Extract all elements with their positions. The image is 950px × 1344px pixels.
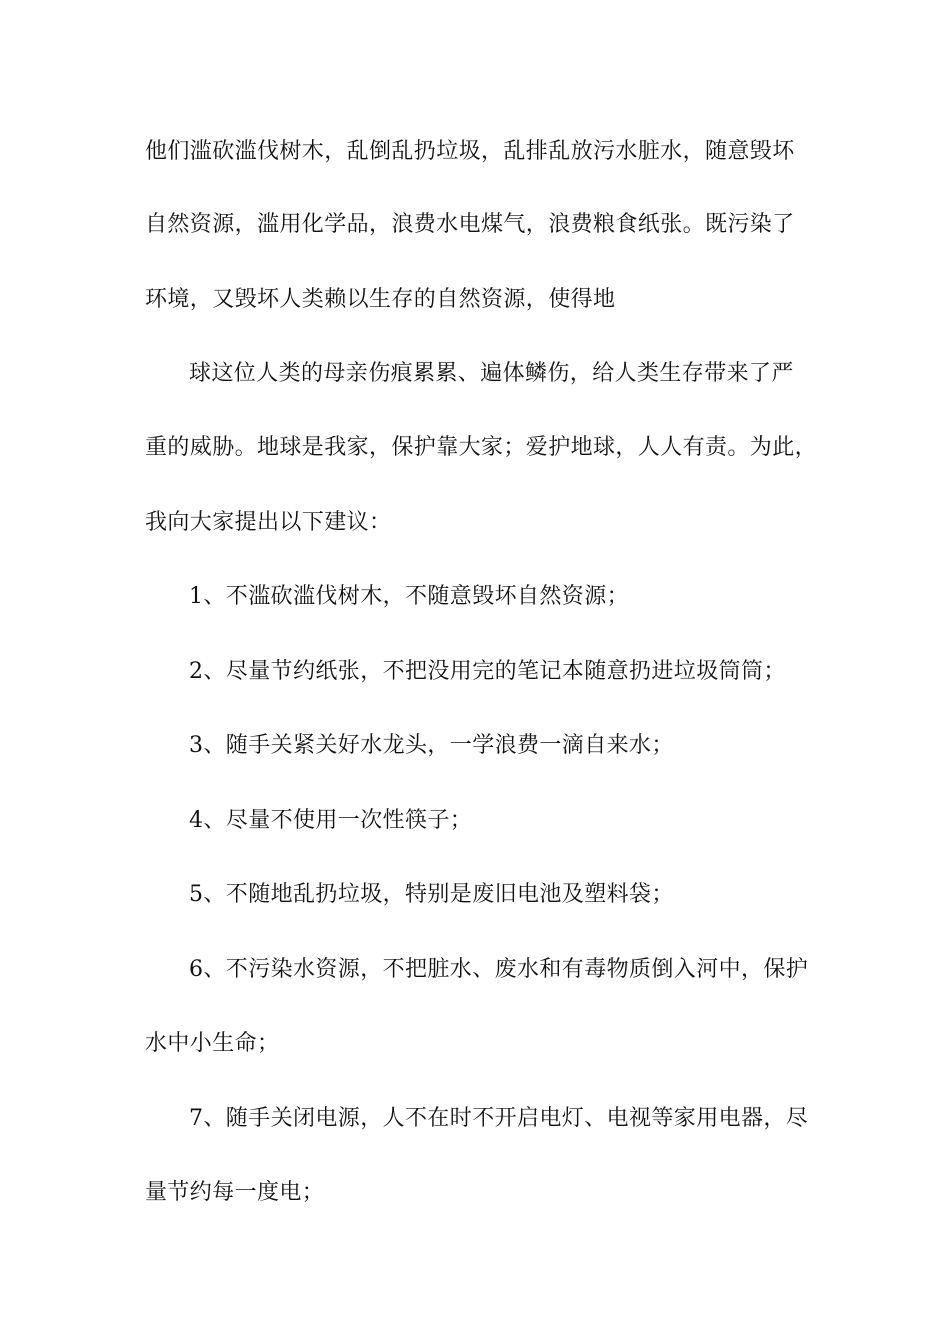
paragraph-line-3: 环境，又毁坏人类赖以生存的自然资源，使得地	[145, 287, 616, 312]
paragraph-line-2: 自然资源，滥用化学品，浪费水电煤气，浪费粮食纸张。既污染了	[145, 212, 795, 237]
list-item-4: 4、尽量不使用一次性筷子；	[189, 808, 473, 833]
list-item-2: 2、尽量节约纸张，不把没用完的笔记本随意扔进垃圾筒筒；	[189, 659, 786, 684]
paragraph-line-6: 我向大家提出以下建议：	[145, 510, 392, 535]
paragraph-line-5: 重的威胁。地球是我家，保护靠大家；爱护地球，人人有责。为此，	[145, 435, 818, 460]
list-item-6: 6、不污染水资源，不把脏水、废水和有毒物质倒入河中，保护	[189, 957, 809, 982]
list-item-7-continued: 量节约每一度电；	[145, 1180, 325, 1205]
paragraph-line-4: 球这位人类的母亲伤痕累累、遍体鳞伤，给人类生存带来了严	[189, 361, 794, 386]
paragraph-line-1: 他们滥砍滥伐树木，乱倒乱扔垃圾，乱排乱放污水脏水，随意毁坏	[145, 139, 795, 164]
list-item-3: 3、随手关紧关好水龙头，一学浪费一滴自来水；	[189, 733, 674, 758]
list-item-7: 7、随手关闭电源，人不在时不开启电灯、电视等家用电器，尽	[189, 1106, 809, 1131]
list-item-6-continued: 水中小生命；	[145, 1031, 280, 1056]
list-item-1: 1、不滥砍滥伐树木，不随意毁坏自然资源；	[189, 584, 629, 609]
list-item-5: 5、不随地乱扔垃圾，特别是废旧电池及塑料袋；	[189, 882, 674, 907]
